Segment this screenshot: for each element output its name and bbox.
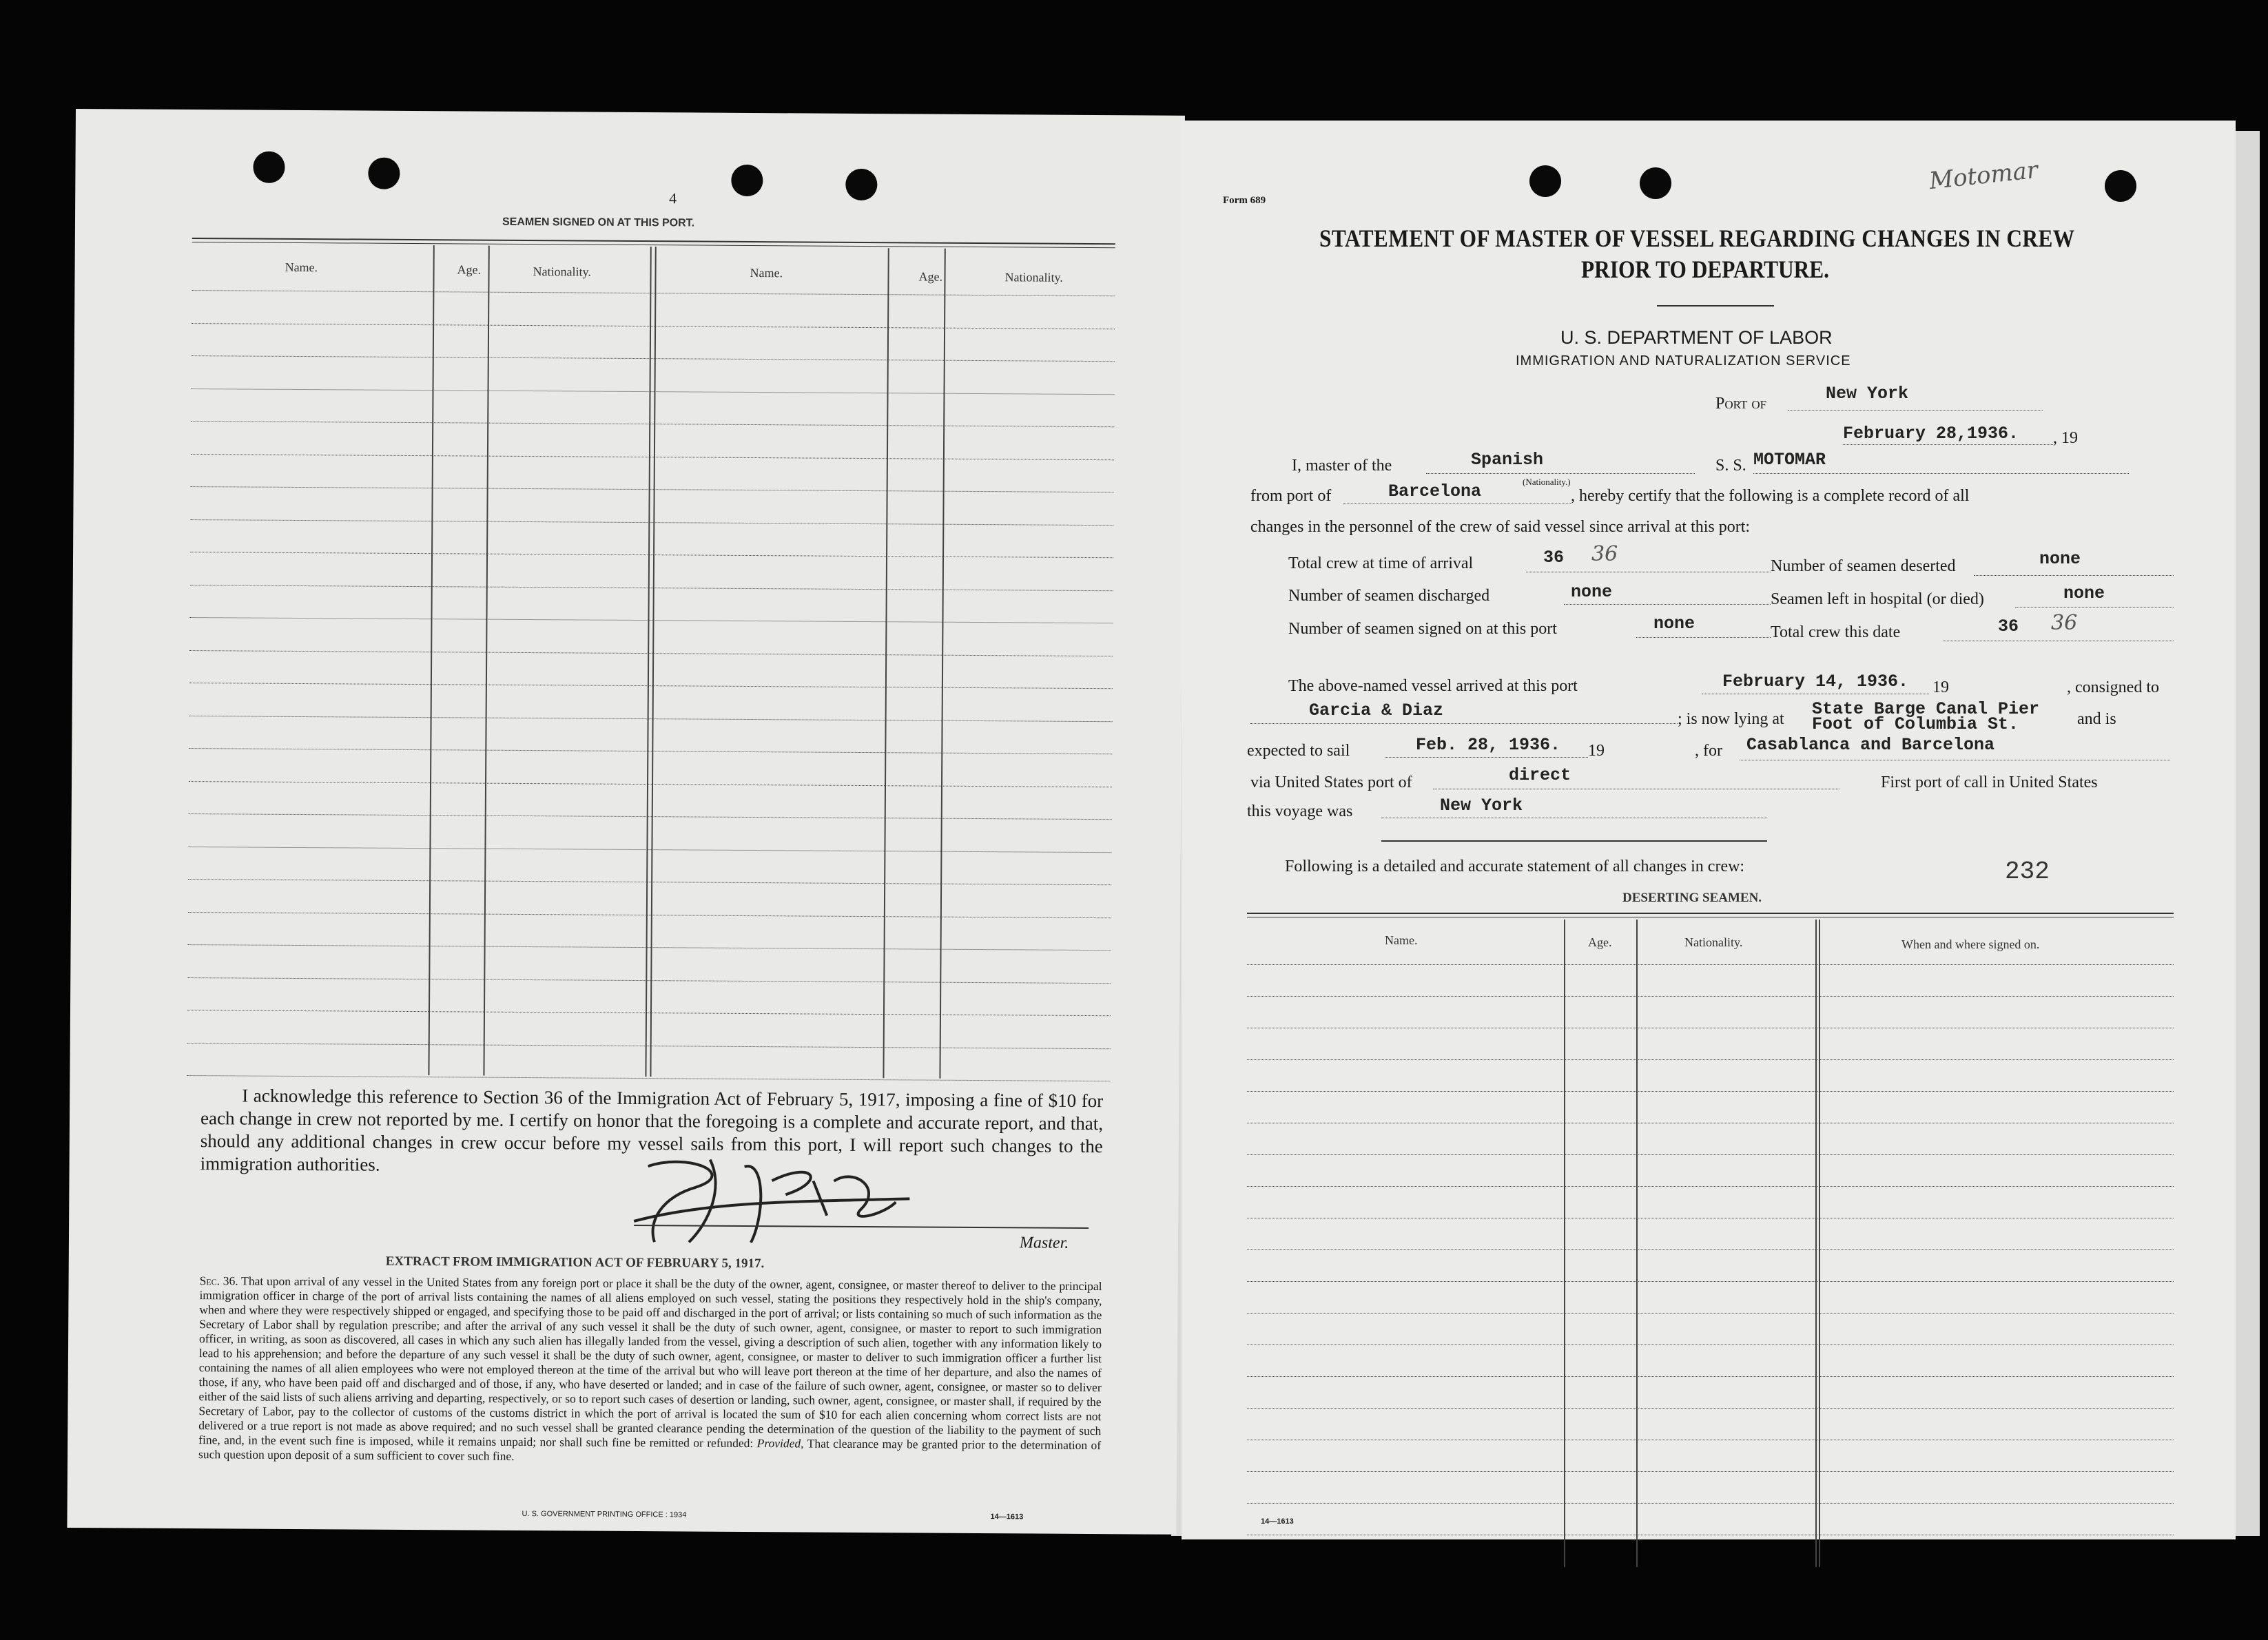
- provided-word: Provided,: [756, 1436, 804, 1451]
- table-row-rule: [1247, 1376, 2174, 1377]
- underline: [1381, 840, 1767, 842]
- section-title: SEAMEN SIGNED ON AT THIS PORT.: [502, 216, 695, 229]
- table-row-rule: [191, 454, 1114, 460]
- table-row-rule: [1247, 1313, 2174, 1314]
- right-page: [1182, 121, 2236, 1539]
- stamp-number: 232: [2005, 858, 2050, 886]
- port-value: New York: [1826, 384, 1909, 404]
- underline: [1974, 575, 2174, 576]
- date-value: February 28,1936.: [1843, 424, 2019, 444]
- nationality-value: Spanish: [1471, 450, 1544, 470]
- deserting-title: DESERTING SEAMEN.: [1622, 891, 1762, 905]
- table-row-rule: [1247, 1503, 2174, 1504]
- table-top-rule: [192, 238, 1115, 245]
- table-row-rule: [189, 781, 1112, 787]
- this-voyage-value: New York: [1440, 796, 1523, 816]
- left-page: [67, 109, 1185, 1535]
- deserted-label: Number of seamen deserted: [1771, 557, 1956, 575]
- underline: [1250, 723, 1678, 724]
- underline: [1753, 473, 2129, 474]
- from-port-value: Barcelona: [1388, 481, 1482, 501]
- for-value: Casablanca and Barcelona: [1746, 735, 1995, 755]
- table-row-rule: [189, 748, 1112, 754]
- department-name: U. S. DEPARTMENT OF LABOR: [1560, 327, 1833, 348]
- column-divider: [1636, 920, 1638, 1567]
- col-nationality: Nationality.: [1684, 935, 1743, 949]
- table-row-rule: [187, 977, 1111, 984]
- first-port-label: First port of call in United States: [1881, 774, 2098, 791]
- table-row-rule: [190, 519, 1113, 526]
- table-row-rule: [188, 847, 1111, 853]
- table-row-rule: [1247, 996, 2174, 997]
- table-row-rule: [189, 683, 1113, 689]
- handwritten-vessel-name: Motomar: [1928, 156, 2039, 196]
- table-row-rule: [187, 1043, 1111, 1049]
- printing-office: U. S. GOVERNMENT PRINTING OFFICE : 1934: [522, 1509, 687, 1519]
- left-table-rows: [76, 109, 1185, 116]
- expected-year-prefix: 19: [1588, 742, 1605, 760]
- table-row-rule: [191, 486, 1114, 492]
- table-row-rule: [189, 716, 1113, 722]
- table-row-rule: [188, 944, 1111, 951]
- via-label: via United States port of: [1250, 774, 1412, 791]
- underline: [1843, 444, 2053, 445]
- table-row-rule: [189, 650, 1113, 656]
- col-when-where: When and where signed on.: [1901, 937, 2040, 951]
- table-row-rule: [192, 323, 1115, 329]
- punch-hole: [731, 165, 763, 196]
- lying-at-line2: Foot of Columbia St.: [1812, 714, 2019, 734]
- table-row-rule: [1247, 1059, 2174, 1060]
- table-row-rule: [190, 552, 1113, 558]
- table-row-rule: [1247, 1408, 2174, 1409]
- underline: [1385, 757, 1588, 758]
- punch-hole: [1529, 165, 1561, 197]
- and-is: and is: [2077, 710, 2116, 728]
- col-name: Name.: [285, 260, 318, 275]
- total-crew-date-value: 36: [1998, 616, 2019, 636]
- col-nationality-2: Nationality.: [1004, 270, 1063, 284]
- master-label: Master.: [1019, 1234, 1069, 1252]
- acknowledgement-text: I acknowledge this reference to Section 36 of the Immigration Act of February 5, 1917, imposing a fine of $10 for each change in crew not reported by me. I certify on honor that the foregoing is a complete and accurate report, and that, should any additional changes in crew occur before my vessel sails from this port, I will report such changes to the immigration authorities.: [200, 1085, 1104, 1175]
- underline: [2015, 607, 2174, 608]
- expected-label: expected to sail: [1247, 742, 1350, 760]
- table-row-rule: [189, 617, 1113, 623]
- table-row-rule: [188, 912, 1111, 918]
- table-row-rule: [192, 290, 1115, 296]
- signed-on-value: none: [1653, 614, 1695, 634]
- service-name: IMMIGRATION AND NATURALIZATION SERVICE: [1516, 353, 1851, 369]
- table-row-rule: [189, 813, 1112, 820]
- form-number: Form 689: [1223, 195, 1266, 206]
- table-row-rule: [188, 879, 1111, 885]
- underline: [1788, 410, 2043, 411]
- for-label: , for: [1695, 742, 1722, 760]
- total-crew-arrival-value: 36: [1543, 548, 1565, 568]
- form-code-right: 14—1613: [1261, 1517, 1294, 1526]
- col-age-2: Age.: [918, 269, 943, 284]
- via-value: direct: [1509, 765, 1571, 785]
- following-text: Following is a detailed and accurate statement of all changes in crew:: [1285, 858, 1745, 875]
- table-row-rule: [1247, 1154, 2174, 1155]
- form-title-line1: STATEMENT OF MASTER OF VESSEL REGARDING CHANGES IN CREW: [1319, 225, 2075, 252]
- arrived-year-prefix: 19: [1932, 678, 1949, 696]
- form-title-line2: PRIOR TO DEPARTURE.: [1581, 256, 1830, 283]
- column-divider: [939, 249, 945, 1079]
- provided-text: That clearance may be granted prior to the determination of such question upon deposit of a sum sufficient to cover such fine.: [198, 1436, 1102, 1463]
- punch-hole: [845, 169, 877, 200]
- column-divider: [883, 248, 889, 1078]
- year-prefix: 19: [2061, 429, 2078, 447]
- underline: [1636, 637, 1771, 638]
- underline: [1426, 473, 1695, 474]
- table-row-rule: [1247, 1249, 2174, 1250]
- table-row-rule: [1247, 1281, 2174, 1282]
- lying-at-line1: State Barge Canal Pier: [1812, 699, 2040, 719]
- table-row-rule: [190, 585, 1113, 591]
- hospital-value: none: [2063, 583, 2105, 603]
- hospital-label: Seamen left in hospital (or died): [1771, 590, 1984, 608]
- master-prefix: I, master of the: [1292, 457, 1392, 475]
- table-row-rule: [191, 421, 1114, 427]
- expected-value: Feb. 28, 1936.: [1416, 735, 1561, 755]
- punch-hole: [1640, 167, 1671, 199]
- total-crew-arrival-hand: 36: [1591, 542, 1618, 566]
- consignee: Garcia & Diaz: [1309, 700, 1444, 720]
- nationality-caption: (Nationality.): [1523, 477, 1571, 487]
- col-name: Name.: [1385, 933, 1418, 947]
- section-36-label: Sec. 36.: [199, 1274, 238, 1288]
- arrived-value: February 14, 1936.: [1722, 672, 1909, 692]
- punch-hole: [368, 158, 400, 189]
- col-name-2: Name.: [750, 265, 783, 280]
- ss-label: S. S.: [1715, 457, 1746, 475]
- section-36-text: [198, 1274, 1102, 1467]
- column-divider: [428, 245, 434, 1075]
- section-36-body: That upon arrival of any vessel in the United States from any foreign port or place it shall be the duty of the owner, agent, consignee, or master thereof to deliver to the principal immigration officer in charge of the port of arrival lists containing the names of all aliens employed on such vessel, stating the positions they respectively hold in the ship's company, when and where they were respectively shipped or engaged, and specifying those to be paid off and discharged in the port of arrival; or lists containing so much of such information as the Secretary of Labor shall by regulation prescribe; and after the arrival of any such vessel it shall be the duty of such owner, agent, consignee, or master to report to such immigration officer, in writing, as soon as discovered, all cases in which any such alien has illegally landed from the vessel, giving a description of such alien, together with any information likely to lead to his apprehension; and before the departure of any such vessel it shall be the duty of such owner, agent, consignee, or master to deliver to such immigration officer a further list containing the names of all alien employees who were not employed thereon at the time of the arrival but who will leave port thereon at the time of her departure, and also the names of those, if any, who have been paid off and discharged and of those, if any, who have deserted or landed; and in case of the failure of such owner, agent, consignee, or master so to deliver either of the said lists of such aliens arriving and departing, respectively, or so to report such cases of desertion or landing, such owner, agent, consignee, or master shall, if required by the Secretary of Labor, pay to the collector of customs of the customs district in which the port of arrival is located the sum of $10 for each alien concerning whom correct lists are not delivered or a true report is not made as above required; and no such vessel shall be granted clearance pending the determination of the question of the liability to the payment of such fine, and, in the event such fine is imposed, while it remains unpaid; nor shall such fine be remitted or refunded:: [198, 1274, 1102, 1451]
- table-row-rule: [1247, 1186, 2174, 1187]
- table-row-rule: [1247, 964, 2174, 965]
- signed-on-label: Number of seamen signed on at this port: [1288, 620, 1557, 638]
- column-divider: [1819, 920, 1820, 1567]
- certify-text: , hereby certify that the following is a complete record of all: [1571, 487, 1970, 505]
- column-divider: [483, 246, 489, 1076]
- consigned-to: , consigned to: [2067, 678, 2159, 696]
- from-port-label: from port of: [1250, 487, 1332, 505]
- date-year-prefix: , 19: [2053, 429, 2078, 447]
- this-voyage-label: this voyage was: [1247, 802, 1353, 820]
- page-number: 4: [669, 189, 677, 207]
- master-signature: [606, 1139, 951, 1251]
- col-age: Age.: [1588, 935, 1612, 949]
- underline: [1564, 604, 1771, 605]
- col-age: Age.: [457, 262, 482, 277]
- extract-title: EXTRACT FROM IMMIGRATION ACT OF FEBRUARY 5, 1917.: [385, 1254, 765, 1271]
- lying-at-label: ; is now lying at: [1678, 710, 1784, 728]
- discharged-label: Number of seamen discharged: [1288, 587, 1490, 605]
- column-divider: [1815, 920, 1817, 1567]
- table-row-rule: [1247, 1091, 2174, 1092]
- vessel-name: MOTOMAR: [1753, 450, 1826, 470]
- table-row-rule: [187, 1010, 1111, 1016]
- table-row-rule: [192, 355, 1115, 362]
- deserted-value: none: [2039, 549, 2081, 569]
- certify-text-2: changes in the personnel of the crew of said vessel since arrival at this port:: [1250, 518, 1751, 536]
- title-rule: [1657, 305, 1774, 307]
- col-nationality: Nationality.: [533, 264, 591, 279]
- table-top-rule: [1247, 913, 2174, 914]
- punch-hole: [2105, 170, 2136, 202]
- total-crew-date-hand: 36: [2051, 611, 2078, 635]
- total-crew-arrival-label: Total crew at time of arrival: [1288, 554, 1474, 572]
- table-row-rule: [187, 1075, 1110, 1081]
- discharged-value: none: [1571, 582, 1613, 602]
- column-divider: [1564, 920, 1565, 1567]
- column-divider: [650, 247, 656, 1077]
- table-row-rule: [1247, 1471, 2174, 1472]
- port-label: Port of: [1715, 395, 1767, 413]
- table-row-rule: [192, 388, 1115, 395]
- total-crew-date-label: Total crew this date: [1771, 623, 1901, 641]
- form-code-left: 14—1613: [990, 1513, 1024, 1522]
- arrived-text: The above-named vessel arrived at this port: [1288, 677, 1578, 695]
- punch-hole: [253, 152, 285, 183]
